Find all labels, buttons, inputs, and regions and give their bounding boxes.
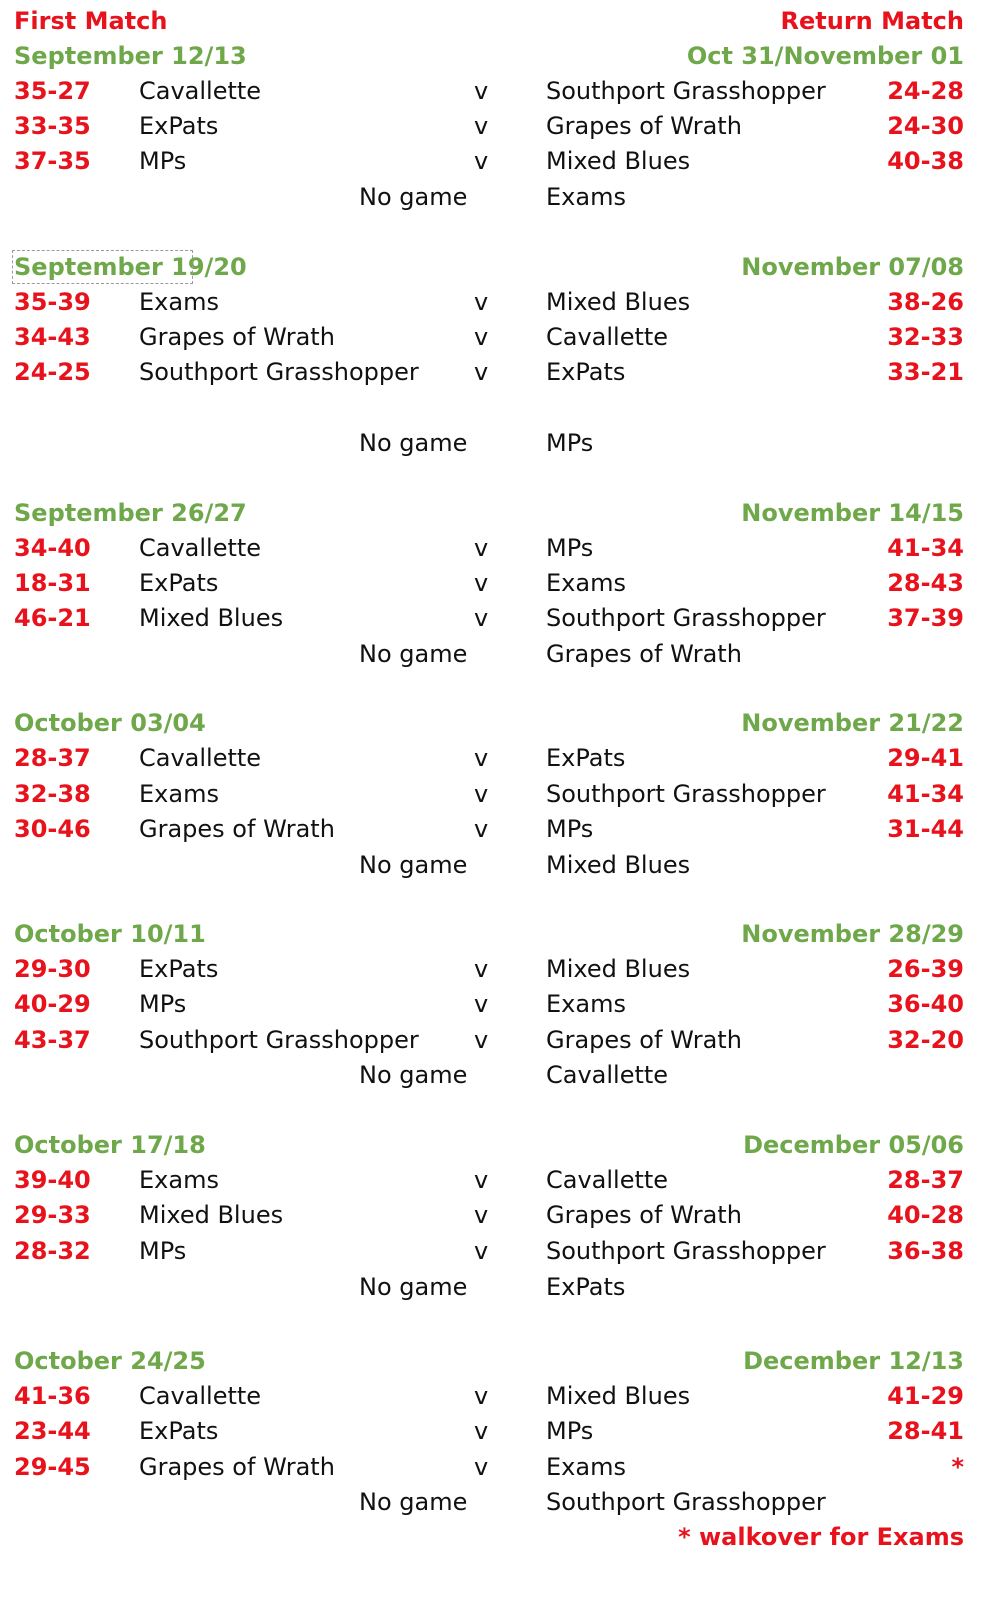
- return-match-date: Oct 31/November 01: [686, 42, 964, 70]
- first-match-date: September 19/20: [14, 253, 247, 281]
- first-score: 28-32: [14, 1237, 91, 1265]
- versus-label: v: [474, 1166, 489, 1194]
- return-score: 40-38: [887, 147, 964, 175]
- return-score: 41-34: [887, 534, 964, 562]
- versus-label: v: [474, 323, 489, 351]
- fixture-row: [0, 987, 1008, 1022]
- first-score: 24-25: [14, 358, 91, 386]
- bye-team: Cavallette: [546, 1061, 669, 1089]
- home-team: ExPats: [139, 1417, 219, 1445]
- return-match-date: November 28/29: [741, 920, 964, 948]
- fixture-row: [0, 1023, 1008, 1058]
- return-score: 28-41: [887, 1417, 964, 1445]
- return-score: 36-40: [887, 990, 964, 1018]
- first-score: 29-33: [14, 1201, 91, 1229]
- selection-frame: [12, 250, 193, 284]
- first-score: 29-30: [14, 955, 91, 983]
- home-team: ExPats: [139, 955, 219, 983]
- round-date-row: [0, 1128, 1008, 1163]
- home-team: Southport Grasshopper: [139, 1026, 419, 1054]
- first-score: 37-35: [14, 147, 91, 175]
- return-score: 38-26: [887, 288, 964, 316]
- first-match-heading: First Match: [14, 7, 168, 35]
- round-date-row: [0, 1344, 1008, 1379]
- fixture-row: [0, 566, 1008, 601]
- walkover-footnote: * walkover for Exams: [678, 1523, 964, 1551]
- away-team: Exams: [546, 569, 626, 597]
- away-team: Mixed Blues: [546, 288, 691, 316]
- first-score: 30-46: [14, 815, 91, 843]
- first-score: 43-37: [14, 1026, 91, 1054]
- home-team: Exams: [139, 780, 219, 808]
- versus-label: v: [474, 288, 489, 316]
- first-match-date: October 03/04: [14, 709, 206, 737]
- home-team: Mixed Blues: [139, 604, 284, 632]
- first-match-date: September 26/27: [14, 499, 247, 527]
- versus-label: v: [474, 1026, 489, 1054]
- home-team: ExPats: [139, 569, 219, 597]
- footnote-row: [0, 1520, 1008, 1555]
- first-score: 29-45: [14, 1453, 91, 1481]
- versus-label: v: [474, 780, 489, 808]
- versus-label: v: [474, 534, 489, 562]
- fixture-row: [0, 952, 1008, 987]
- versus-label: v: [474, 77, 489, 105]
- return-score: 24-30: [887, 112, 964, 140]
- first-score: 46-21: [14, 604, 91, 632]
- versus-label: v: [474, 990, 489, 1018]
- bye-team: Mixed Blues: [546, 851, 691, 879]
- return-score: 29-41: [887, 744, 964, 772]
- no-game-label: No game: [359, 1273, 468, 1301]
- return-score: 28-43: [887, 569, 964, 597]
- away-team: Mixed Blues: [546, 955, 691, 983]
- round-date-row: [0, 917, 1008, 952]
- away-team: Exams: [546, 990, 626, 1018]
- return-score: 37-39: [887, 604, 964, 632]
- away-team: Mixed Blues: [546, 147, 691, 175]
- bye-team: Exams: [546, 183, 626, 211]
- home-team: Exams: [139, 288, 219, 316]
- away-team: ExPats: [546, 358, 626, 386]
- home-team: Exams: [139, 1166, 219, 1194]
- home-team: Cavallette: [139, 1382, 262, 1410]
- no-game-row: [0, 637, 1008, 672]
- versus-label: v: [474, 744, 489, 772]
- bye-team: MPs: [546, 429, 594, 457]
- first-match-date: September 12/13: [14, 42, 247, 70]
- first-score: 41-36: [14, 1382, 91, 1410]
- no-game-label: No game: [359, 429, 468, 457]
- fixture-row: [0, 1450, 1008, 1485]
- first-score: 34-40: [14, 534, 91, 562]
- away-team: MPs: [546, 1417, 594, 1445]
- away-team: MPs: [546, 534, 594, 562]
- no-game-label: No game: [359, 1061, 468, 1089]
- first-score: 35-39: [14, 288, 91, 316]
- round-date-row: [0, 496, 1008, 531]
- header-row: [0, 4, 1008, 39]
- home-team: Cavallette: [139, 744, 262, 772]
- first-score: 28-37: [14, 744, 91, 772]
- fixture-row: [0, 601, 1008, 636]
- fixture-row: [0, 320, 1008, 355]
- fixture-row: [0, 74, 1008, 109]
- return-match-date: November 21/22: [741, 709, 964, 737]
- return-match-date: December 05/06: [743, 1131, 964, 1159]
- first-score: 33-35: [14, 112, 91, 140]
- first-score: 32-38: [14, 780, 91, 808]
- versus-label: v: [474, 604, 489, 632]
- return-score: 36-38: [887, 1237, 964, 1265]
- return-score: 31-44: [887, 815, 964, 843]
- versus-label: v: [474, 1417, 489, 1445]
- home-team: Southport Grasshopper: [139, 358, 419, 386]
- home-team: MPs: [139, 990, 187, 1018]
- away-team: Grapes of Wrath: [546, 1026, 742, 1054]
- versus-label: v: [474, 1453, 489, 1481]
- away-team: Grapes of Wrath: [546, 1201, 742, 1229]
- first-score: 35-27: [14, 77, 91, 105]
- home-team: Grapes of Wrath: [139, 1453, 335, 1481]
- return-score: 41-34: [887, 780, 964, 808]
- return-score: 24-28: [887, 77, 964, 105]
- fixture-row: [0, 355, 1008, 390]
- no-game-label: No game: [359, 851, 468, 879]
- first-score: 34-43: [14, 323, 91, 351]
- return-score: 28-37: [887, 1166, 964, 1194]
- round-date-row: [0, 706, 1008, 741]
- fixture-row: [0, 1414, 1008, 1449]
- fixture-row: [0, 1163, 1008, 1198]
- home-team: Mixed Blues: [139, 1201, 284, 1229]
- away-team: Southport Grasshopper: [546, 604, 826, 632]
- no-game-label: No game: [359, 640, 468, 668]
- no-game-label: No game: [359, 1488, 468, 1516]
- away-team: Mixed Blues: [546, 1382, 691, 1410]
- home-team: MPs: [139, 1237, 187, 1265]
- first-match-date: October 24/25: [14, 1347, 206, 1375]
- versus-label: v: [474, 569, 489, 597]
- no-game-label: No game: [359, 183, 468, 211]
- first-match-date: October 17/18: [14, 1131, 206, 1159]
- return-match-date: December 12/13: [743, 1347, 964, 1375]
- first-score: 39-40: [14, 1166, 91, 1194]
- away-team: MPs: [546, 815, 594, 843]
- no-game-row: [0, 848, 1008, 883]
- first-match-date: October 10/11: [14, 920, 206, 948]
- no-game-row: [0, 1270, 1008, 1305]
- away-team: Grapes of Wrath: [546, 112, 742, 140]
- return-score: *: [951, 1453, 964, 1481]
- return-score: 32-33: [887, 323, 964, 351]
- return-score: 26-39: [887, 955, 964, 983]
- versus-label: v: [474, 358, 489, 386]
- first-score: 40-29: [14, 990, 91, 1018]
- fixture-row: [0, 1234, 1008, 1269]
- return-match-date: November 07/08: [741, 253, 964, 281]
- fixture-row: [0, 285, 1008, 320]
- fixture-row: [0, 531, 1008, 566]
- away-team: ExPats: [546, 744, 626, 772]
- versus-label: v: [474, 815, 489, 843]
- away-team: Southport Grasshopper: [546, 1237, 826, 1265]
- fixture-row: [0, 1379, 1008, 1414]
- fixture-row: [0, 741, 1008, 776]
- no-game-row: [0, 1058, 1008, 1093]
- return-score: 32-20: [887, 1026, 964, 1054]
- away-team: Cavallette: [546, 323, 669, 351]
- fixture-row: [0, 777, 1008, 812]
- return-score: 41-29: [887, 1382, 964, 1410]
- bye-team: ExPats: [546, 1273, 626, 1301]
- fixture-row: [0, 109, 1008, 144]
- bye-team: Grapes of Wrath: [546, 640, 742, 668]
- away-team: Southport Grasshopper: [546, 780, 826, 808]
- home-team: Grapes of Wrath: [139, 323, 335, 351]
- no-game-row: [0, 1485, 1008, 1520]
- home-team: Cavallette: [139, 77, 262, 105]
- versus-label: v: [474, 1382, 489, 1410]
- first-score: 18-31: [14, 569, 91, 597]
- first-score: 23-44: [14, 1417, 91, 1445]
- fixture-row: [0, 1198, 1008, 1233]
- versus-label: v: [474, 1237, 489, 1265]
- home-team: Grapes of Wrath: [139, 815, 335, 843]
- versus-label: v: [474, 1201, 489, 1229]
- return-score: 33-21: [887, 358, 964, 386]
- no-game-row: [0, 180, 1008, 215]
- home-team: Cavallette: [139, 534, 262, 562]
- versus-label: v: [474, 112, 489, 140]
- fixture-row: [0, 144, 1008, 179]
- fixture-row: [0, 812, 1008, 847]
- round-date-row: [0, 39, 1008, 74]
- versus-label: v: [474, 147, 489, 175]
- no-game-row: [0, 426, 1008, 461]
- versus-label: v: [474, 955, 489, 983]
- bye-team: Southport Grasshopper: [546, 1488, 826, 1516]
- return-score: 40-28: [887, 1201, 964, 1229]
- return-match-date: November 14/15: [741, 499, 964, 527]
- away-team: Southport Grasshopper: [546, 77, 826, 105]
- home-team: ExPats: [139, 112, 219, 140]
- return-match-heading: Return Match: [780, 7, 964, 35]
- home-team: MPs: [139, 147, 187, 175]
- away-team: Exams: [546, 1453, 626, 1481]
- away-team: Cavallette: [546, 1166, 669, 1194]
